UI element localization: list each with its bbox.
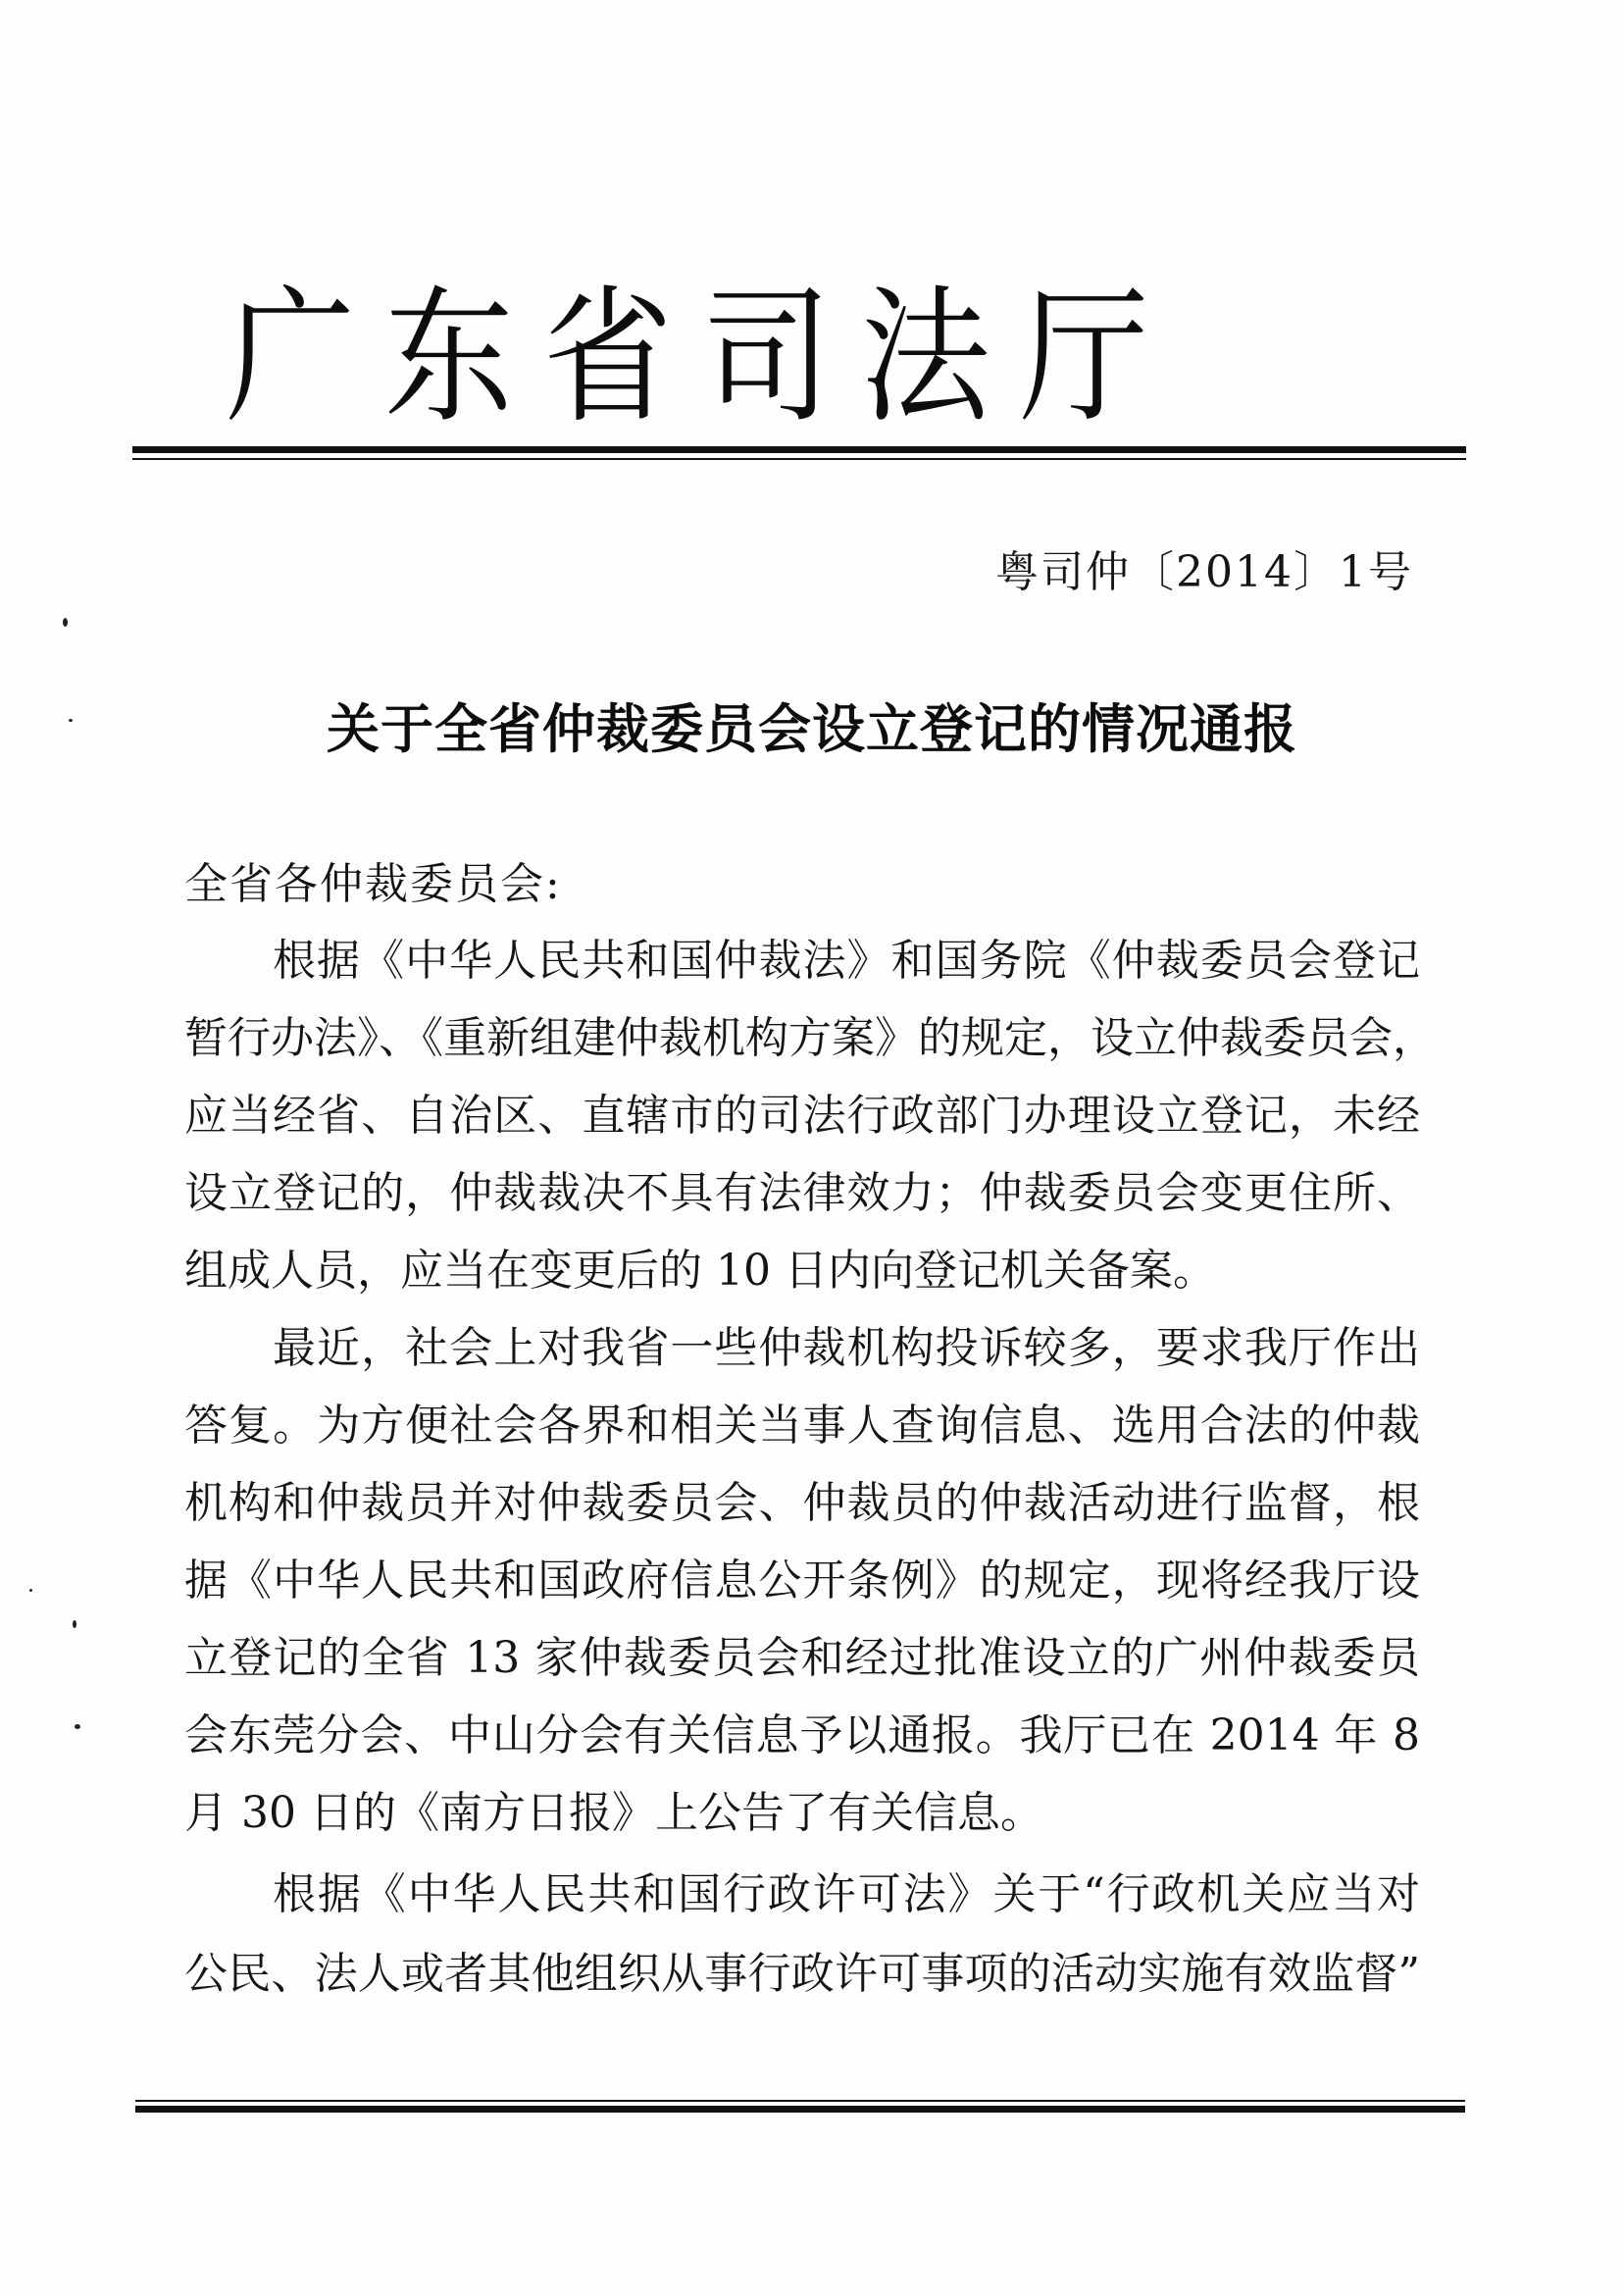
- paragraph-3-line-2: 公民、法人或者其他组织从事行政许可事项的活动实施有效监督”: [184, 1949, 1420, 1999]
- paragraph-2-line-2: 答复。为方便社会各界和相关当事人查询信息、选用合法的仲裁: [184, 1401, 1420, 1451]
- document-title: 关于全省仲裁委员会设立登记的情况通报: [327, 697, 1297, 760]
- paragraph-2-line-5: 立登记的全省 13 家仲裁委员会和经过批准设立的广州仲裁委员: [184, 1633, 1420, 1683]
- salutation: 全省各仲裁委员会:: [184, 859, 562, 909]
- letterhead-title: 广东省司法厅: [226, 273, 1179, 443]
- paragraph-1-line-2: 暂行办法》、《重新组建仲裁机构方案》的规定，设立仲裁委员会，: [184, 1013, 1436, 1063]
- scan-speck: [29, 1589, 32, 1592]
- paragraph-2-line-4: 据《中华人民共和国政府信息公开条例》的规定，现将经我厅设: [184, 1556, 1420, 1606]
- paragraph-3-line-1: 根据《中华人民共和国行政许可法》关于“行政机关应当对: [273, 1869, 1420, 1919]
- paragraph-1-line-3: 应当经省、自治区、直辖市的司法行政部门办理设立登记，未经: [184, 1091, 1420, 1141]
- scan-speck: [75, 1724, 80, 1729]
- paragraph-2-line-3: 机构和仲裁员并对仲裁委员会、仲裁员的仲裁活动进行监督，根: [184, 1478, 1420, 1528]
- scan-speck: [69, 719, 73, 722]
- paragraph-2-line-7: 月 30 日的《南方日报》上公告了有关信息。: [184, 1788, 1043, 1838]
- paragraph-2-line-1: 最近，社会上对我省一些仲裁机构投诉较多，要求我厅作出: [273, 1323, 1420, 1373]
- footer-divider-thin: [135, 2100, 1465, 2102]
- footer-divider: [135, 2100, 1465, 2113]
- footer-divider-thick: [135, 2106, 1465, 2113]
- paragraph-1-line-4: 设立登记的，仲裁裁决不具有法律效力；仲裁委员会变更住所、: [184, 1168, 1420, 1218]
- paragraph-2-line-6: 会东莞分会、中山分会有关信息予以通报。我厅已在 2014 年 8: [184, 1710, 1420, 1760]
- letterhead-divider-thick: [132, 446, 1466, 453]
- scan-speck: [73, 1620, 76, 1628]
- paragraph-1-line-1: 根据《中华人民共和国仲裁法》和国务院《仲裁委员会登记: [273, 936, 1420, 986]
- letterhead-divider-thin: [132, 458, 1466, 460]
- scan-speck: [63, 618, 68, 627]
- document-number: 粤司仲〔2014〕1号: [995, 547, 1413, 597]
- letterhead-divider: [132, 446, 1466, 460]
- paragraph-1-line-5: 组成人员，应当在变更后的 10 日内向登记机关备案。: [184, 1246, 1216, 1296]
